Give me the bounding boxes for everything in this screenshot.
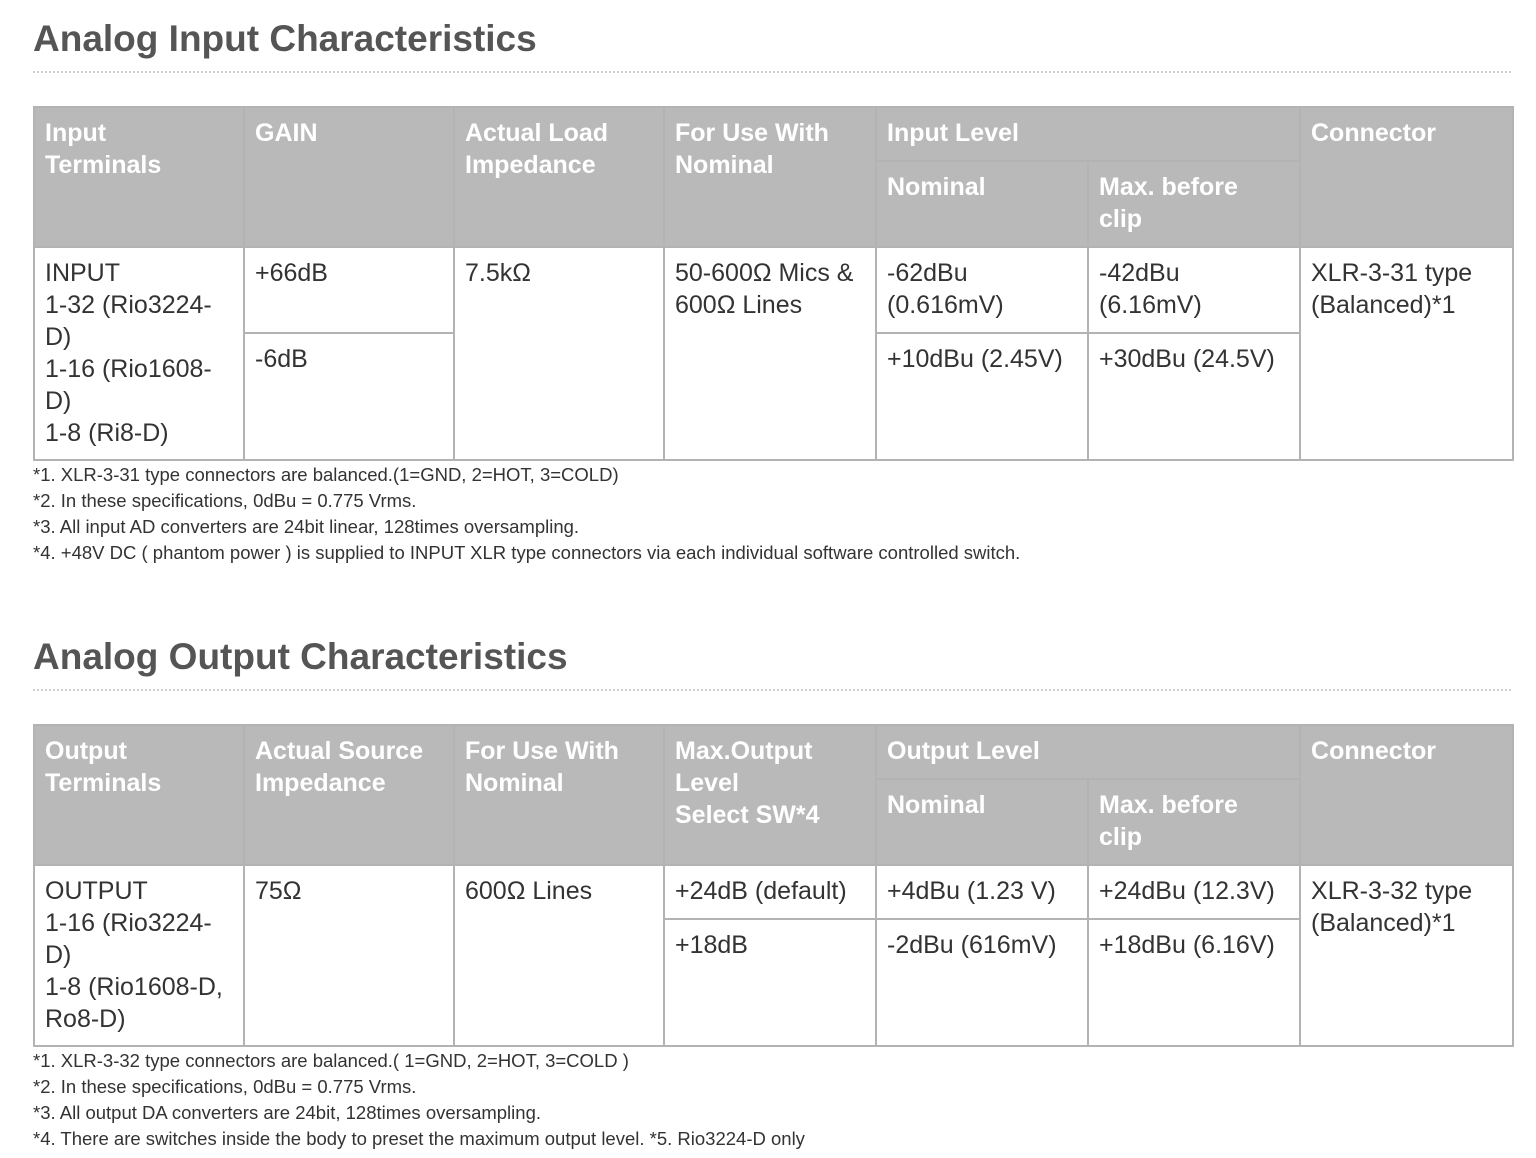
input-impedance-cell: 7.5kΩ [454, 247, 664, 460]
analog-output-table [33, 724, 1514, 1047]
footnote: *1. XLR-3-32 type connectors are balanced.( 1=GND, 2=HOT, 3=COLD ) [33, 1050, 629, 1071]
input-section-divider [33, 71, 1511, 73]
output-max-clip-cell: +24dBu (12.3V) [1088, 865, 1300, 919]
output-nominal-cell: +4dBu (1.23 V) [876, 865, 1088, 919]
input-header-impedance: Actual Load Impedance [454, 107, 664, 247]
input-section-title: Analog Input Characteristics [33, 18, 537, 59]
output-impedance-cell: 75Ω [244, 865, 454, 1046]
footnote: *4. +48V DC ( phantom power ) is supplied to INPUT XLR type connectors via each individual software controlled switch. [33, 542, 1021, 563]
input-header-gain: GAIN [244, 107, 454, 247]
output-header-impedance: Actual Source Impedance [244, 725, 454, 865]
output-header-terminals: Output Terminals [34, 725, 244, 865]
input-nominal-cell: -62dBu (0.616mV) [876, 247, 1088, 333]
output-connector-cell: XLR-3-32 type (Balanced)*1 [1300, 865, 1513, 1046]
output-max-level-cell: +24dB (default) [664, 865, 876, 919]
input-connector-cell: XLR-3-31 type (Balanced)*1 [1300, 247, 1513, 460]
table-row [34, 865, 1513, 919]
footnote: *1. XLR-3-31 type connectors are balanced.(1=GND, 2=HOT, 3=COLD) [33, 464, 619, 485]
footnote: *4. There are switches inside the body to preset the maximum output level. *5. Rio3224-D only [33, 1128, 805, 1149]
output-footnotes [33, 1048, 805, 1152]
input-gain-cell: -6dB [244, 333, 454, 460]
input-header-row [34, 107, 1513, 161]
footnote: *2. In these specifications, 0dBu = 0.775 Vrms. [33, 1076, 417, 1097]
footnote: *3. All output DA converters are 24bit, 128times oversampling. [33, 1102, 541, 1123]
output-header-connector: Connector [1300, 725, 1513, 865]
output-header-max-output: Max.Output Level Select SW*4 [664, 725, 876, 865]
input-for-use-cell: 50-600Ω Mics & 600Ω Lines [664, 247, 876, 460]
output-max-clip-cell: +18dBu (6.16V) [1088, 919, 1300, 1046]
output-header-for-use: For Use With Nominal [454, 725, 664, 865]
input-max-clip-cell: +30dBu (24.5V) [1088, 333, 1300, 460]
input-header-nominal: Nominal [876, 161, 1088, 247]
input-footnotes [33, 462, 1020, 566]
output-header-level: Output Level [876, 725, 1300, 779]
input-header-for-use: For Use With Nominal [664, 107, 876, 247]
input-header-terminals: Input Terminals [34, 107, 244, 247]
input-terminals-cell: INPUT 1-32 (Rio3224- D) 1-16 (Rio1608- D) 1-8 (Ri8-D) [34, 247, 244, 460]
input-gain-cell: +66dB [244, 247, 454, 333]
output-header-row [34, 725, 1513, 779]
output-for-use-cell: 600Ω Lines [454, 865, 664, 1046]
input-header-level: Input Level [876, 107, 1300, 161]
output-header-max-clip: Max. before clip [1088, 779, 1300, 865]
output-nominal-cell: -2dBu (616mV) [876, 919, 1088, 1046]
input-header-connector: Connector [1300, 107, 1513, 247]
output-section-divider [33, 689, 1511, 691]
output-section-title: Analog Output Characteristics [33, 636, 568, 677]
input-nominal-cell: +10dBu (2.45V) [876, 333, 1088, 460]
input-header-max-clip: Max. before clip [1088, 161, 1300, 247]
output-header-nominal: Nominal [876, 779, 1088, 865]
input-max-clip-cell: -42dBu (6.16mV) [1088, 247, 1300, 333]
table-row [34, 247, 1513, 333]
analog-input-table [33, 106, 1514, 461]
footnote: *2. In these specifications, 0dBu = 0.775 Vrms. [33, 490, 417, 511]
output-max-level-cell: +18dB [664, 919, 876, 1046]
output-terminals-cell: OUTPUT 1-16 (Rio3224- D) 1-8 (Rio1608-D, Ro8-D) [34, 865, 244, 1046]
footnote: *3. All input AD converters are 24bit linear, 128times oversampling. [33, 516, 580, 537]
